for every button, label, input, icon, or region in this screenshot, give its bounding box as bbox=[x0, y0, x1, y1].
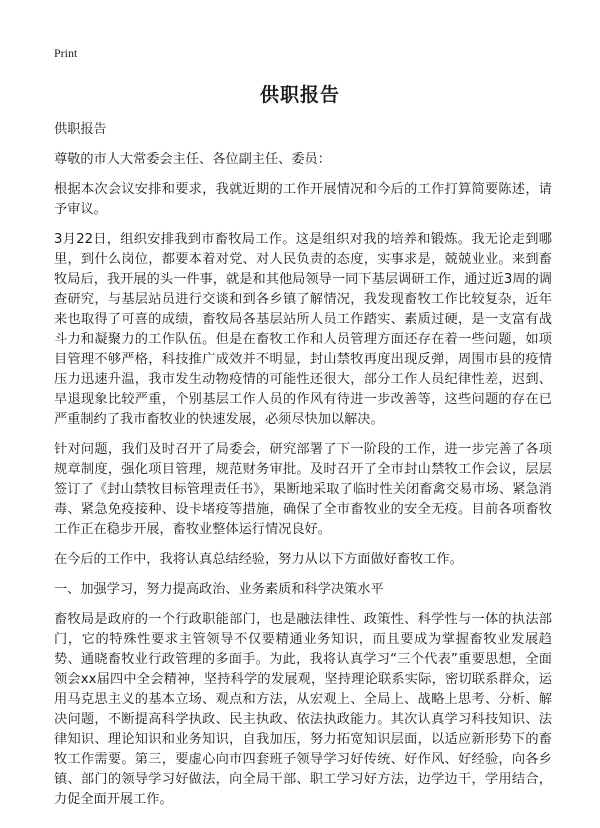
body-heading: 供职报告 bbox=[54, 122, 107, 137]
salutation: 尊敬的市人大常委会主任、各位副主任、委员： bbox=[54, 152, 331, 167]
document-body bbox=[54, 120, 552, 820]
document-title: 供职报告 bbox=[259, 84, 340, 106]
paragraph-measures: 针对问题，我们及时召开了局委会，研究部署了下一阶段的工作，进一步完善了各项规章制度，强化项目管理，规范财务审批。及时召开了全市封山禁牧工作会议，层层签订了《封山禁牧目标管理责任书》，果断地采取了临时性关闭畜禽交易市场、紧急消毒、紧急免疫接种、设卡堵疫等措施，确保了全市畜牧业的安全无疫。目前各项畜牧工作正在稳步开展，畜牧业整体运行情况良好。 bbox=[54, 442, 552, 537]
paragraph-plan: 在今后的工作中，我将认真总结经验，努力从以下方面做好畜牧工作。 bbox=[54, 552, 463, 567]
section-heading-1: 一、加强学习，努力提高政治、业务素质和科学决策水平 bbox=[54, 582, 384, 597]
print-link[interactable]: Print bbox=[54, 46, 78, 60]
intro-paragraph: 根据本次会议安排和要求，我就近期的工作开展情况和今后的工作打算简要陈述，请予审议。 bbox=[54, 182, 552, 217]
paragraph-study: 畜牧局是政府的一个行政职能部门，也是融法律性、政策性、科学性与一体的执法部门，它的特殊性要求主管领导不仅要精通业务知识，而且要成为掌握畜牧业发展趋势、通晓畜牧业行政管理的多面手。为此，我将认真学习“三个代表”重要思想，全面领会xx届四中全会精神，坚持科学的发展观，坚持理论联系实际，密切联系群众，运用马克思主义的基本立场、观点和方法，从宏观上、全局上、战略上思考、分析、解决问题，不断提高科学执政、民主执政、依法执政能力。其次认真学习科技知识、法律知识、理论知识和业务知识，自我加压，努力拓宽知识层面，以适应新形势下的畜牧工作需要。第三，要虚心向市四套班子领导学习好传统、好作风、好经验，向各乡镇、部门的领导学习好做法，向全局干部、职工学习好方法，边学边干，学用结合，力促全面开展工作。 bbox=[54, 612, 552, 807]
paragraph-situation: 3月22日，组织安排我到市畜牧局工作。这是组织对我的培养和锻炼。我无论走到哪里，到什么岗位，都要本着对党、对人民负责的态度，实事求是，兢兢业业。来到畜牧局后，我开展的头一件事，就是和其他局领导一同下基层调研工作，通过近3周的调查研究，与基层站员进行交谈和到各乡镇了解情况，我发现畜牧工作比较复杂，近年来也取得了可喜的成绩，畜牧局各基层站所人员工作踏实、素质过硬，是一支富有战斗力和凝聚力的工作队伍。但是在畜牧工作和人员管理方面还存在着一些问题，如项目管理不够严格，科技推广成效并不明显，封山禁牧再度出现反弹，周围市县的疫情压力迅速升温，我市发生动物疫情的可能性还很大，部分工作人员纪律性差，迟到、早退现象比较严重，个别基层工作人员的作风有待进一步改善等，这些问题的存在已严重制约了我市畜牧业的快速发展，必须尽快加以解决。 bbox=[54, 232, 552, 427]
